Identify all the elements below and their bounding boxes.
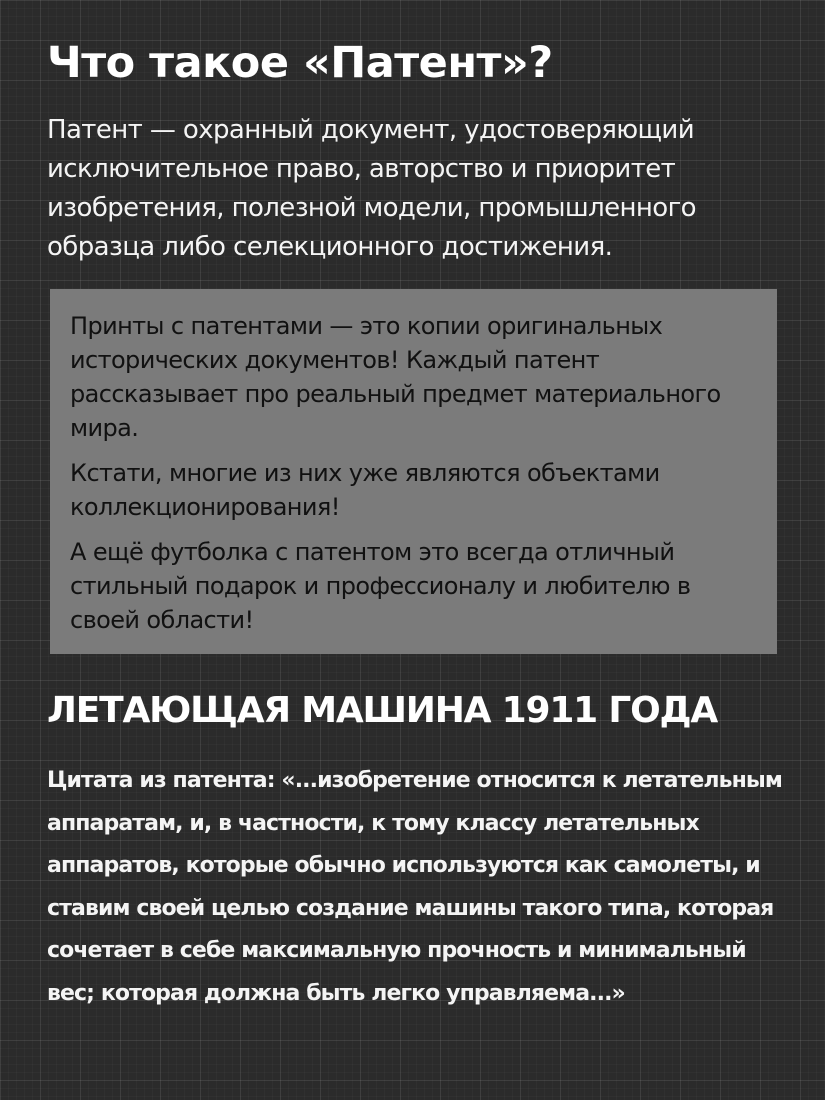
info-box bbox=[50, 289, 777, 654]
info-paragraph-gift: А ещё футболка с патентом это всегда отличный стильный подарок и профессионалу и любителю в своей области! bbox=[70, 538, 691, 634]
info-paragraph-collecting: Кстати, многие из них уже являются объектами коллекционирования! bbox=[70, 459, 660, 521]
patent-quote: Цитата из патента: «...изобретение относится к летательным аппаратам, и, в частности, к тому классу летательных аппаратов, которые обычно используются как самолеты, и ставим своей целью создание машины такого типа, которая сочетает в себе максимальную прочность и минимальный вес; которая должна быть легко управляема...» bbox=[47, 768, 783, 1006]
page-title: Что такое «Патент»? bbox=[47, 38, 553, 88]
patent-definition: Патент — охранный документ, удостоверяющий исключительное право, авторство и приоритет изобретения, полезной модели, промышленного образца либо селекционного достижения. bbox=[47, 115, 696, 262]
info-paragraph-prints: Принты с патентами — это копии оригинальных исторических документов! Каждый патент рассказывает про реальный предмет материального мира. bbox=[70, 312, 721, 442]
section-heading: ЛЕТАЮЩАЯ МАШИНА 1911 ГОДА bbox=[47, 690, 718, 731]
